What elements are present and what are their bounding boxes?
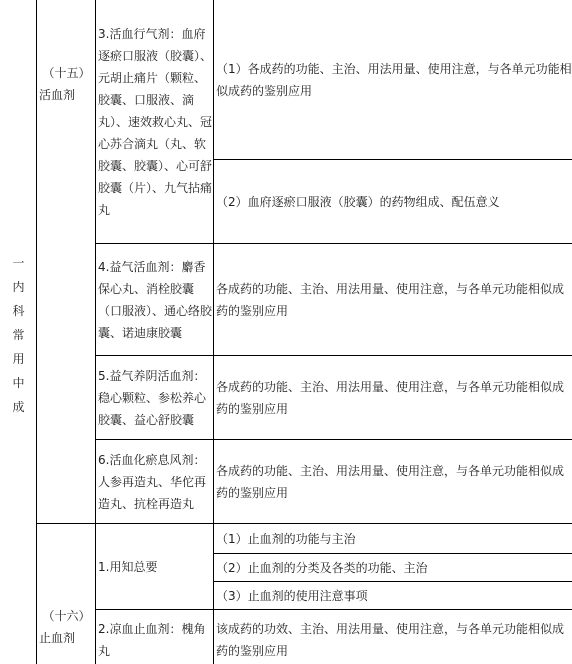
item-cell: 6.活血化瘀息风剂：人参再造丸、华佗再造丸、抗栓再造丸 [96, 440, 214, 524]
requirement-cell: （2）止血剂的分类及各类的功能、主治 [214, 554, 572, 582]
item-cell: 5.益气养阴活血剂：稳心颗粒、参松养心胶囊、益心舒胶囊 [96, 356, 214, 440]
table-row [0, 524, 572, 554]
table-row [0, 0, 572, 160]
subunit-cell [37, 524, 96, 664]
subunit-cell [37, 0, 96, 524]
item-cell: 3.活血行气剂：血府逐瘀口服液（胶囊）、元胡止痛片（颗粒、胶囊、口服液、滴丸）、速效救心丸、冠心苏合滴丸（丸、软胶囊、胶囊）、心可舒胶囊（片）、九气拈痛丸 [96, 0, 214, 244]
item-cell: 1.用知总要 [96, 524, 214, 610]
item-cell: 4.益气活血剂：麝香保心丸、消栓胶囊（口服液）、通心络胶囊、诺迪康胶囊 [96, 244, 214, 356]
requirement-cell: （2）血府逐瘀口服液（胶囊）的药物组成、配伍意义 [214, 160, 572, 244]
unit-cell [0, 0, 37, 664]
requirement-cell: 各成药的功能、主治、用法用量、使用注意，与各单元功能相似成药的鉴别应用 [214, 440, 572, 524]
subunit-name: 止血剂 [39, 631, 76, 645]
requirement-cell: 各成药的功能、主治、用法用量、使用注意，与各单元功能相似成药的鉴别应用 [214, 356, 572, 440]
unit-title: 一 内 科 常 用 中 成 [12, 255, 25, 414]
requirement-cell: 各成药的功能、主治、用法用量、使用注意，与各单元功能相似成药的鉴别应用 [214, 244, 572, 356]
requirement-cell: （3）止血剂的使用注意事项 [214, 582, 572, 610]
subunit-number: （十六） [42, 609, 91, 623]
requirement-cell: （1）止血剂的功能与主治 [214, 524, 572, 554]
requirement-cell: 该成药的功效、主治、用法用量、使用注意，与各单元功能相似成药的鉴别应用 [214, 610, 572, 664]
item-cell: 2.凉血止血剂：槐角丸 [96, 610, 214, 664]
subunit-name: 活血剂 [39, 88, 76, 102]
subunit-number: （十五） [42, 66, 91, 80]
requirement-cell: （1）各成药的功能、主治、用法用量、使用注意，与各单元功能相似成药的鉴别应用 [214, 0, 572, 160]
